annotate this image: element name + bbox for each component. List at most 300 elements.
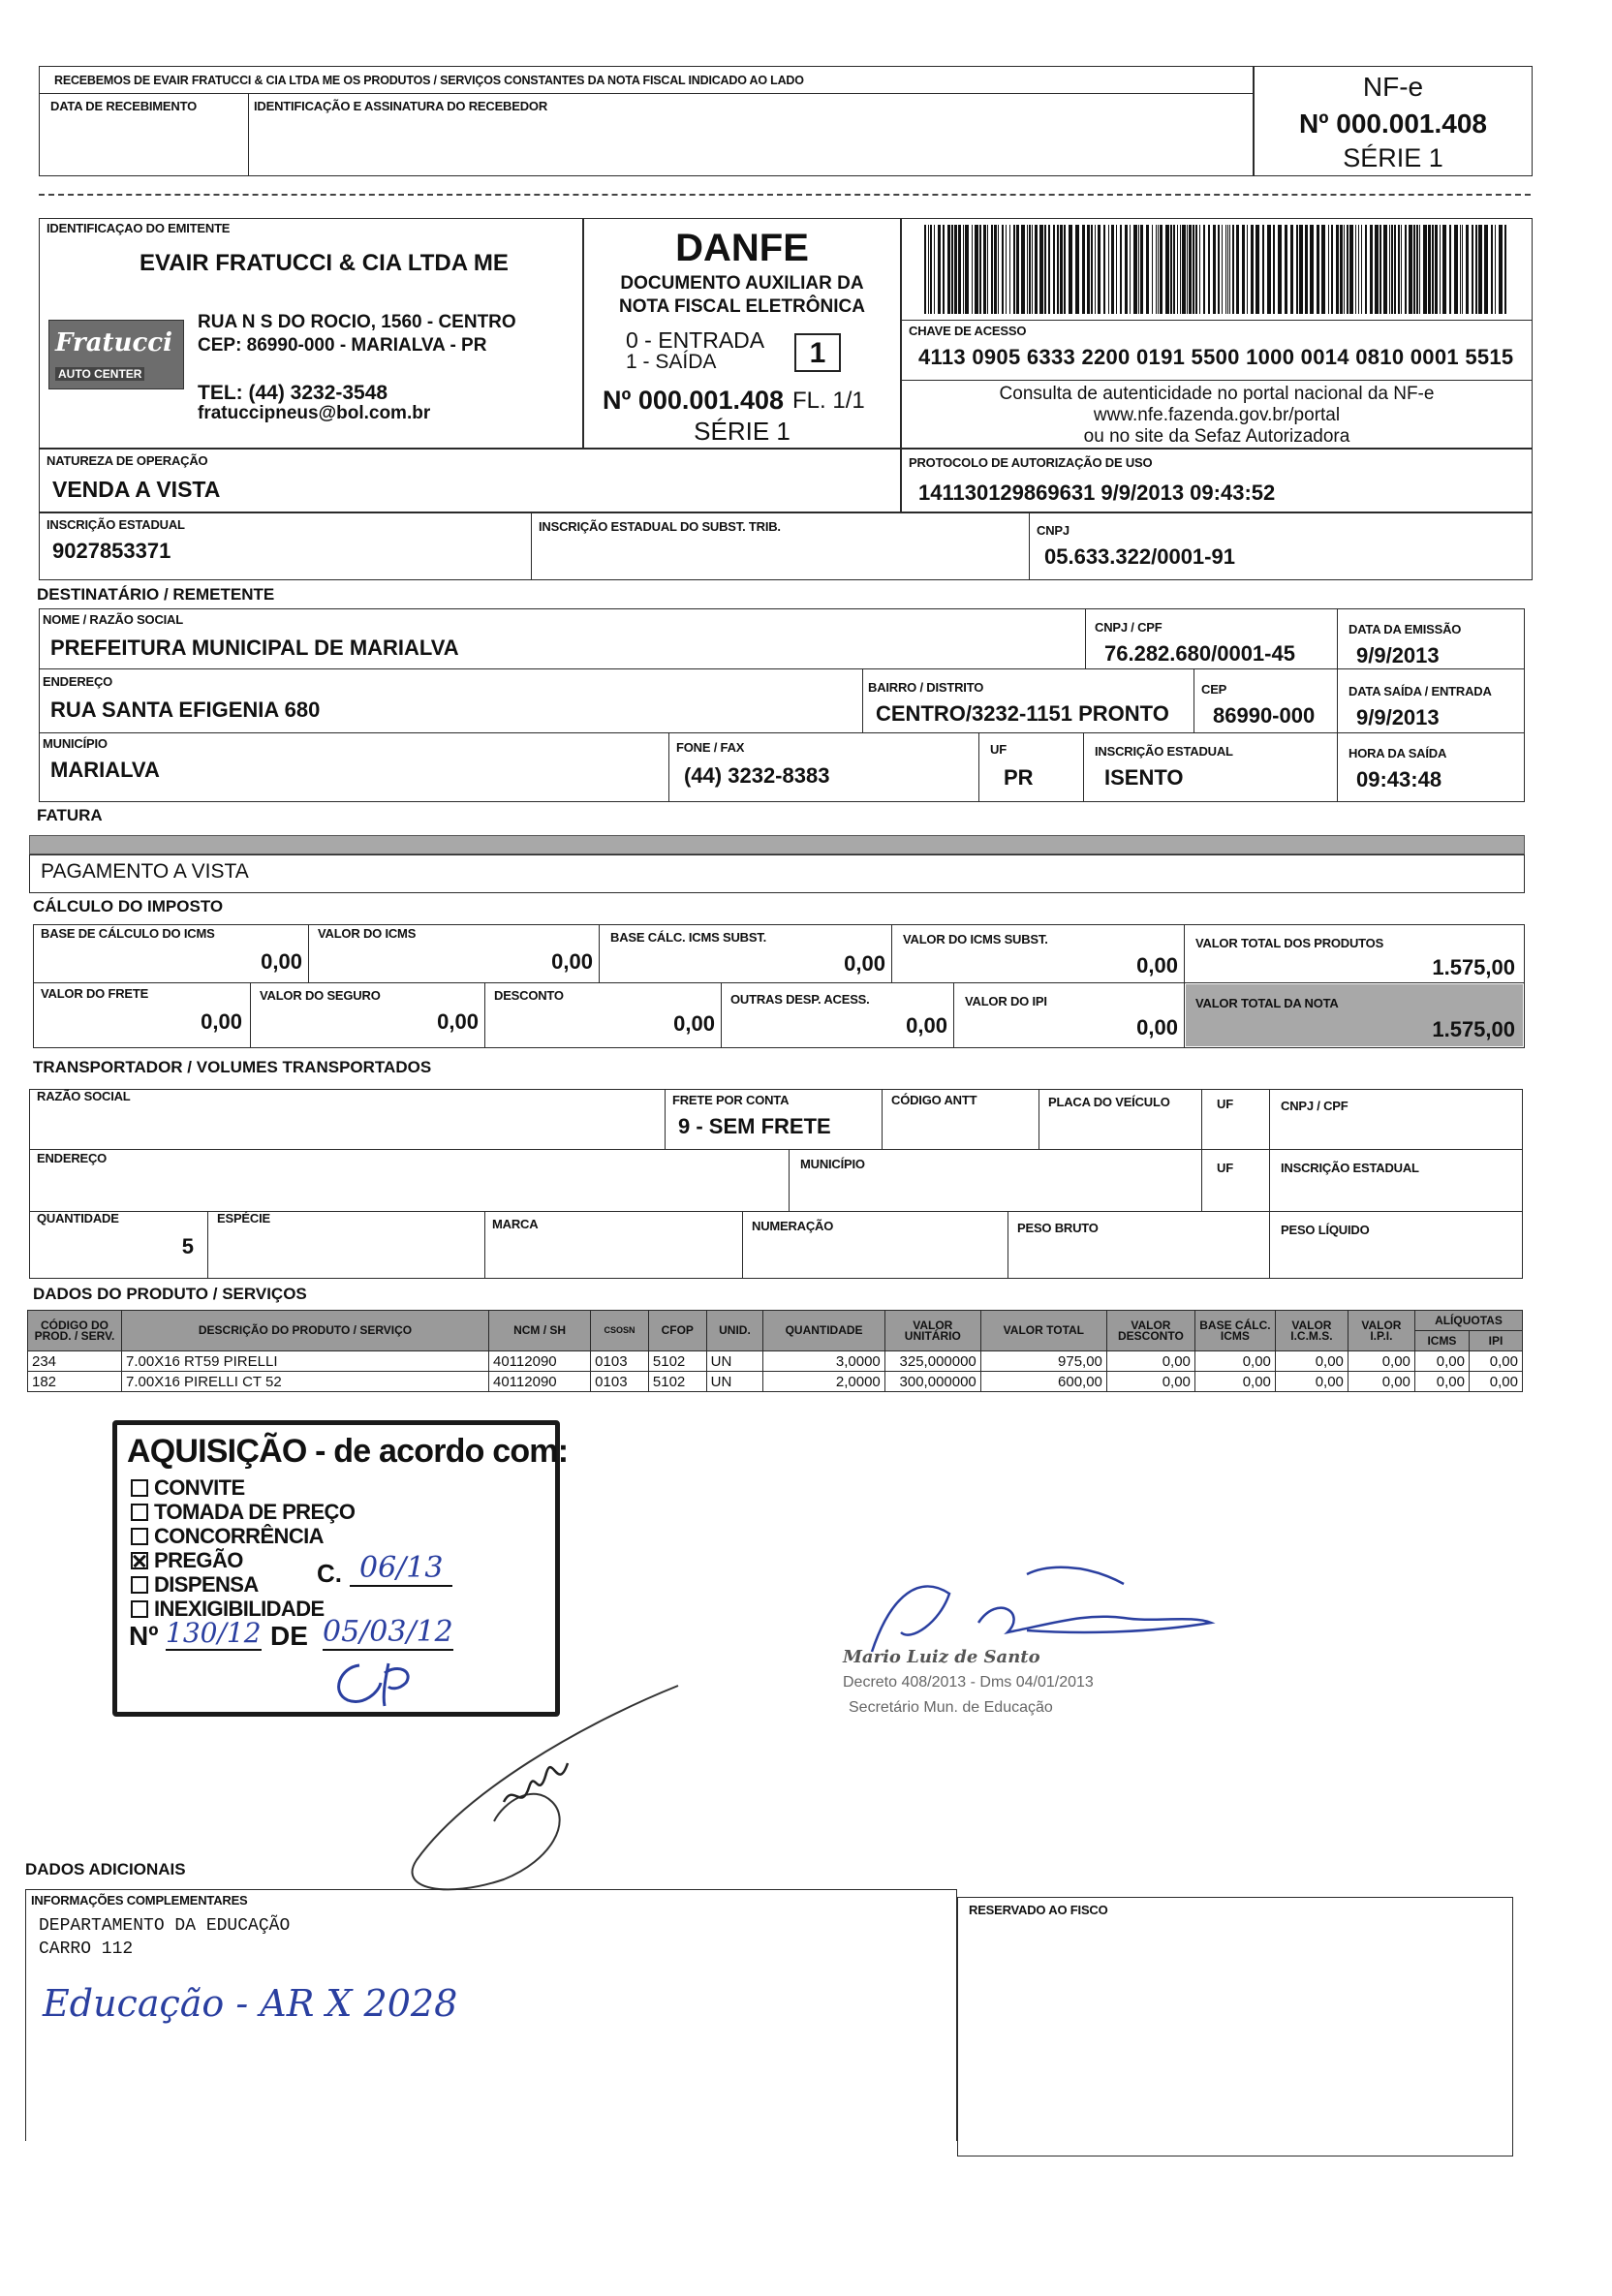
barcode-bar [1170, 225, 1172, 314]
dest-ie: ISENTO [1104, 765, 1184, 790]
dest-cnpj: 76.282.680/0001-45 [1104, 641, 1295, 666]
chave-label: CHAVE DE ACESSO [909, 324, 1027, 338]
barcode-bar [1203, 225, 1205, 314]
barcode-bar [1035, 225, 1038, 314]
dest-endereco-label: ENDEREÇO [43, 674, 113, 689]
trans-numeracao-label: NUMERAÇÃO [752, 1219, 834, 1233]
cell-aliq-icms: 0,00 [1414, 1351, 1469, 1372]
barcode-bar [1199, 225, 1200, 314]
dest-bairro: CENTRO/3232-1151 PRONTO [876, 701, 1169, 726]
cell-valor-icms: 0,00 [1275, 1351, 1348, 1372]
emitente-logo [48, 320, 184, 389]
barcode-bar [1053, 225, 1055, 314]
cell-valor-total: 975,00 [980, 1351, 1106, 1372]
barcode-bar [1416, 225, 1418, 314]
dest-fone: (44) 3232-8383 [684, 763, 830, 788]
cell-quantidade: 2,0000 [763, 1372, 884, 1392]
total-nota: 1.575,00 [1432, 1017, 1515, 1041]
trans-marca-label: MARCA [492, 1217, 539, 1231]
option-dispensa: DISPENSA [131, 1572, 355, 1597]
barcode-bar [1138, 225, 1139, 314]
barcode-bar [1247, 225, 1248, 314]
emitente-tel: TEL: (44) 3232-3548 [198, 382, 388, 404]
barcode [920, 225, 1513, 314]
barcode-bar [958, 225, 961, 314]
barcode-bar [934, 225, 935, 314]
danfe-serie: SÉRIE 1 [694, 417, 790, 446]
barcode-bar [1021, 225, 1025, 314]
barcode-bar [994, 225, 997, 314]
barcode-bar [1195, 225, 1197, 314]
col-valor-desconto: VALOR DESCONTO [1106, 1311, 1194, 1351]
base-icms-label: BASE DE CÁLCULO DO ICMS [41, 926, 215, 941]
col-valor-ipi: VALOR I.P.I. [1348, 1311, 1414, 1351]
stamp-n-label: Nº [129, 1621, 159, 1651]
barcode-bar [1222, 225, 1223, 314]
checkbox-icon [131, 1504, 148, 1521]
barcode-bar [1383, 225, 1387, 314]
barcode-bar [1355, 225, 1356, 314]
barcode-bar [1232, 225, 1234, 314]
barcode-bar [1375, 225, 1379, 314]
barcode-bar [1002, 225, 1004, 314]
barcode-bar [1158, 225, 1159, 314]
dest-municipio: MARIALVA [50, 758, 160, 782]
dest-ie-label: INSCRIÇÃO ESTADUAL [1095, 744, 1233, 759]
barcode-bar [1208, 225, 1210, 314]
imposto-section: CÁLCULO DO IMPOSTO [33, 897, 224, 915]
barcode-bar [1340, 225, 1343, 314]
danfe-folha: FL. 1/1 [792, 388, 865, 414]
barcode-bar [1006, 225, 1007, 314]
barcode-bar [1160, 225, 1162, 314]
barcode-bar [1111, 225, 1114, 314]
barcode-bar [1365, 225, 1367, 314]
barcode-bar [1069, 225, 1072, 314]
barcode-bar [1495, 225, 1496, 314]
cell-quantidade: 3,0000 [763, 1351, 884, 1372]
barcode-bar [1236, 225, 1239, 314]
barcode-bar [1278, 225, 1282, 314]
trans-endereco-label: ENDEREÇO [37, 1151, 108, 1165]
barcode-bar [1182, 225, 1186, 314]
ie-subst-label: INSCRIÇÃO ESTADUAL DO SUBST. TRIB. [539, 519, 781, 534]
barcode-bar [1305, 225, 1308, 314]
trans-razao-label: RAZÃO SOCIAL [37, 1089, 131, 1103]
cell-codigo: 182 [28, 1372, 122, 1392]
barcode-bar [1187, 225, 1188, 314]
valor-subst: 0,00 [1136, 953, 1178, 977]
consulta-line2: www.nfe.fazenda.gov.br/portal [1093, 405, 1341, 425]
danfe-entrada: 0 - ENTRADA [626, 327, 765, 353]
cell-valor-ipi: 0,00 [1348, 1351, 1414, 1372]
barcode-bar [1152, 225, 1153, 314]
barcode-bar [930, 225, 932, 314]
danfe-number: Nº 000.001.408 [603, 386, 785, 415]
barcode-bar [1328, 225, 1329, 314]
barcode-bar [1229, 225, 1230, 314]
col-cfop: CFOP [648, 1311, 706, 1351]
barcode-bar [1087, 225, 1090, 314]
protocolo-label: PROTOCOLO DE AUTORIZAÇÃO DE USO [909, 455, 1153, 470]
base-subst: 0,00 [844, 951, 885, 976]
barcode-bar [1130, 225, 1131, 314]
info-handwritten: Educação - AR X 2028 [43, 1982, 458, 2025]
barcode-bar [1193, 225, 1194, 314]
transportador-section: TRANSPORTADOR / VOLUMES TRANSPORTADOS [33, 1058, 432, 1076]
barcode-bar [1165, 225, 1169, 314]
barcode-bar [1103, 225, 1105, 314]
dest-saida-label: DATA SAÍDA / ENTRADA [1348, 684, 1492, 698]
trans-municipio-label: MUNICÍPIO [800, 1157, 865, 1171]
barcode-bar [1285, 225, 1287, 314]
barcode-bar [1267, 225, 1271, 314]
checkbox-icon [131, 1528, 148, 1545]
trans-antt-label: CÓDIGO ANTT [891, 1093, 977, 1107]
barcode-bar [972, 225, 973, 314]
cell-ncm: 40112090 [489, 1372, 591, 1392]
dest-nome: PREFEITURA MUNICIPAL DE MARIALVA [50, 636, 459, 660]
barcode-bar [1032, 225, 1033, 314]
dest-uf-label: UF [990, 742, 1007, 757]
canhoto-text: RECEBEMOS DE EVAIR FRATUCCI & CIA LTDA ME OS PRODUTOS / SERVIÇOS CONSTANTES DA NOTA FISCAL INDICADO AO LADO [54, 74, 804, 87]
col-valor-icms: VALOR I.C.M.S. [1275, 1311, 1348, 1351]
barcode-bar [1173, 225, 1175, 314]
checkbox-icon [131, 1479, 148, 1497]
stamp-de-label: DE [270, 1621, 308, 1651]
barcode-bar [1044, 225, 1046, 314]
barcode-bar [1218, 225, 1220, 314]
barcode-bar [1156, 225, 1157, 314]
trans-cnpj-label: CNPJ / CPF [1281, 1099, 1348, 1113]
cnpj-value: 05.633.322/0001-91 [1044, 544, 1235, 569]
cell-base-icms: 0,00 [1194, 1372, 1275, 1392]
inscricao-box [39, 512, 1533, 580]
barcode-bar [1140, 225, 1143, 314]
col-aliquotas: ALÍQUOTAS [1414, 1311, 1522, 1331]
barcode-bar [979, 225, 981, 314]
dest-emissao-label: DATA DA EMISSÃO [1348, 622, 1462, 636]
fisco-box [957, 1897, 1513, 2156]
stamp-n-value: 130/12 [166, 1617, 262, 1649]
barcode-bar [1331, 225, 1333, 314]
dest-endereco: RUA SANTA EFIGENIA 680 [50, 698, 321, 722]
dest-hora: 09:43:48 [1356, 767, 1442, 791]
barcode-bar [1064, 225, 1066, 314]
barcode-bar [1057, 225, 1059, 314]
col-unid: UNID. [706, 1311, 763, 1351]
fatura-box [29, 854, 1525, 893]
checkbox-icon [131, 1576, 148, 1594]
cell-valor-desconto: 0,00 [1106, 1351, 1194, 1372]
valor-subst-label: VALOR DO ICMS SUBST. [903, 932, 1048, 946]
dest-hora-label: HORA DA SAÍDA [1348, 746, 1447, 760]
fatura-section: FATURA [37, 806, 103, 824]
emitente-cep: CEP: 86990-000 - MARIALVA - PR [198, 335, 487, 356]
barcode-bar [1454, 225, 1458, 314]
dest-fone-label: FONE / FAX [676, 740, 745, 755]
barcode-bar [963, 225, 964, 314]
cell-codigo: 234 [28, 1351, 122, 1372]
barcode-bar [987, 225, 988, 314]
trans-uf2-label: UF [1217, 1161, 1233, 1175]
dest-saida: 9/9/2013 [1356, 705, 1440, 729]
barcode-bar [998, 225, 999, 314]
total-nota-label: VALOR TOTAL DA NOTA [1195, 996, 1339, 1010]
barcode-bar [1256, 225, 1259, 314]
danfe-title: DANFE [675, 227, 809, 269]
ipi: 0,00 [1136, 1015, 1178, 1039]
barcode-bar [943, 225, 945, 314]
cell-cfop: 5102 [648, 1351, 706, 1372]
barcode-bar [1398, 225, 1400, 314]
col-csosn: CSOSN [591, 1311, 649, 1351]
barcode-bar [1060, 225, 1063, 314]
cell-valor-unitario: 325,000000 [884, 1351, 980, 1372]
cell-valor-ipi: 0,00 [1348, 1372, 1414, 1392]
info-line1: DEPARTAMENTO DA EDUCAÇÃO [39, 1916, 291, 1936]
director-stamp-line3: Secretário Mun. de Educação [849, 1699, 1053, 1716]
barcode-bar [1389, 225, 1390, 314]
cell-valor-total: 600,00 [980, 1372, 1106, 1392]
seguro-label: VALOR DO SEGURO [260, 988, 381, 1003]
barcode-bar [1462, 225, 1463, 314]
info-label: INFORMAÇÕES COMPLEMENTARES [31, 1893, 248, 1908]
barcode-bar [1180, 225, 1181, 314]
barcode-bar [1419, 225, 1420, 314]
col-codigo: CÓDIGO DO PROD. / SERV. [28, 1311, 122, 1351]
barcode-bar [1432, 225, 1434, 314]
consulta-line3: ou no site da Sefaz Autorizadora [1083, 426, 1350, 447]
valor-icms-label: VALOR DO ICMS [318, 926, 417, 941]
ie-value: 9027853371 [52, 539, 171, 563]
option-convite: CONVITE [131, 1475, 355, 1500]
fatura-band [29, 835, 1525, 854]
cut-line [39, 194, 1531, 196]
valor-icms: 0,00 [551, 949, 593, 974]
produtos-header-row [28, 1311, 1523, 1331]
barcode-bar [947, 225, 950, 314]
barcode-bar [1423, 225, 1427, 314]
barcode-bar [975, 225, 978, 314]
barcode-bar [1133, 225, 1137, 314]
produtos-section: DADOS DO PRODUTO / SERVIÇOS [33, 1285, 307, 1303]
col-base-icms: BASE CÁLC. ICMS [1194, 1311, 1275, 1351]
cell-cfop: 5102 [648, 1372, 706, 1392]
stamp-title: AQUISIÇÃO - de acordo com: [127, 1433, 569, 1470]
ie-label: INSCRIÇÃO ESTADUAL [46, 517, 185, 532]
barcode-bar [954, 225, 957, 314]
barcode-bar [1472, 225, 1473, 314]
barcode-bar [1370, 225, 1373, 314]
consulta-line1: Consulta de autenticidade no portal nacional da NF-e [999, 384, 1435, 404]
cell-aliq-ipi: 0,00 [1469, 1351, 1522, 1372]
logo-text: Fratucci [55, 328, 172, 357]
barcode-bar [1177, 225, 1178, 314]
barcode-bar [1146, 225, 1149, 314]
ipi-label: VALOR DO IPI [965, 994, 1047, 1008]
natureza-value: VENDA A VISTA [52, 477, 221, 502]
barcode-bar [1029, 225, 1031, 314]
barcode-bar [938, 225, 941, 314]
barcode-bar [1125, 225, 1128, 314]
barcode-bar [1491, 225, 1493, 314]
barcode-bar [951, 225, 953, 314]
cell-base-icms: 0,00 [1194, 1351, 1275, 1372]
signature-scribble [388, 1666, 698, 1908]
emitente-label: IDENTIFICAÇAO DO EMITENTE [46, 221, 231, 235]
info-line2: CARRO 112 [39, 1939, 134, 1959]
col-aliq-ipi: IPI [1469, 1331, 1522, 1351]
barcode-bar [1435, 225, 1438, 314]
dest-cep-label: CEP [1201, 682, 1227, 697]
trans-quantidade: 5 [181, 1234, 194, 1258]
barcode-bar [1075, 225, 1079, 314]
barcode-bar [1296, 225, 1298, 314]
barcode-bar [1440, 225, 1441, 314]
barcode-bar [1013, 225, 1015, 314]
barcode-bar [1380, 225, 1381, 314]
trans-uf-label: UF [1217, 1097, 1233, 1111]
desconto: 0,00 [673, 1011, 715, 1036]
barcode-bar [1466, 225, 1469, 314]
logo-sub: AUTO CENTER [55, 367, 144, 381]
frete-label: VALOR DO FRETE [41, 986, 149, 1001]
barcode-bar [1504, 225, 1506, 314]
col-aliq-icms: ICMS [1414, 1331, 1469, 1351]
barcode-bar [1091, 225, 1093, 314]
danfe-subtitle2: NOTA FISCAL ELETRÔNICA [618, 296, 866, 317]
barcode-bar [965, 225, 969, 314]
barcode-bar [1317, 225, 1319, 314]
fisco-label: RESERVADO AO FISCO [969, 1903, 1108, 1917]
total-prod-label: VALOR TOTAL DOS PRODUTOS [1195, 936, 1384, 950]
trans-ie-label: INSCRIÇÃO ESTADUAL [1281, 1161, 1419, 1175]
barcode-bar [928, 225, 929, 314]
director-stamp-line1: Mario Luiz de Santo [843, 1647, 1040, 1667]
adicionais-section: DADOS ADICIONAIS [25, 1860, 186, 1878]
outras: 0,00 [906, 1013, 947, 1038]
table-row [28, 1351, 1523, 1372]
barcode-bar [1039, 225, 1043, 314]
canhoto-date-label: DATA DE RECEBIMENTO [50, 99, 198, 113]
option-pregao: PREGÃO [131, 1548, 355, 1572]
barcode-bar [1242, 225, 1245, 314]
option-tomada: TOMADA DE PREÇO [131, 1500, 355, 1524]
barcode-bar [1189, 225, 1192, 314]
dest-cep: 86990-000 [1213, 703, 1316, 728]
desconto-label: DESCONTO [494, 988, 564, 1003]
seguro: 0,00 [437, 1009, 479, 1034]
danfe-saida: 1 - SAÍDA [626, 351, 717, 373]
emitente-name: EVAIR FRATUCCI & CIA LTDA ME [140, 250, 509, 276]
barcode-bar [1413, 225, 1415, 314]
option-concorrencia: CONCORRÊNCIA [131, 1524, 355, 1548]
canhoto-serie: SÉRIE 1 [1343, 143, 1443, 172]
barcode-bar [1347, 225, 1348, 314]
barcode-bar [1299, 225, 1303, 314]
stamp-de-value: 05/03/12 [323, 1615, 453, 1649]
cnpj-label: CNPJ [1037, 523, 1070, 538]
barcode-bar [924, 225, 926, 314]
barcode-bar [1227, 225, 1228, 314]
barcode-bar [1082, 225, 1085, 314]
dest-municipio-label: MUNICÍPIO [43, 736, 108, 751]
stamp-c-value: 06/13 [350, 1551, 452, 1587]
barcode-bar [1290, 225, 1293, 314]
barcode-bar [1499, 225, 1503, 314]
barcode-bar [1095, 225, 1096, 314]
destinatario-section: DESTINATÁRIO / REMETENTE [37, 585, 275, 604]
col-descricao: DESCRIÇÃO DO PRODUTO / SERVIÇO [122, 1311, 489, 1351]
barcode-bar [1349, 225, 1353, 314]
director-stamp-line2: Decreto 408/2013 - Dms 04/01/2013 [843, 1674, 1094, 1691]
frete: 0,00 [201, 1009, 242, 1034]
natureza-label: NATUREZA DE OPERAÇÃO [46, 453, 208, 468]
barcode-bar [1251, 225, 1254, 314]
cell-valor-icms: 0,00 [1275, 1372, 1348, 1392]
barcode-bar [1478, 225, 1482, 314]
chave-value: 4113 0905 6333 2200 0191 5500 1000 0014 0810 0001 5515 [918, 345, 1514, 369]
checked-checkbox-icon [131, 1552, 148, 1569]
barcode-bar [1120, 225, 1122, 314]
dest-bairro-label: BAIRRO / DISTRITO [868, 680, 984, 695]
barcode-bar [1475, 225, 1477, 314]
cell-csosn: 0103 [591, 1372, 649, 1392]
trans-especie-label: ESPÉCIE [217, 1211, 270, 1226]
cell-descricao: 7.00X16 RT59 PIRELLI [122, 1351, 489, 1372]
canhoto-id-label: IDENTIFICAÇÃO E ASSINATURA DO RECEBEDOR [254, 99, 548, 113]
barcode-bar [1116, 225, 1117, 314]
barcode-bar [1321, 225, 1325, 314]
trans-bruto-label: PESO BRUTO [1017, 1221, 1099, 1235]
barcode-bar [1213, 225, 1216, 314]
produtos-table [27, 1310, 1523, 1392]
stamp-c-label: C. [317, 1559, 342, 1588]
stamp-options [131, 1475, 355, 1621]
cell-valor-desconto: 0,00 [1106, 1372, 1194, 1392]
barcode-bar [1262, 225, 1264, 314]
trans-quantidade-label: QUANTIDADE [37, 1211, 119, 1226]
dest-emissao: 9/9/2013 [1356, 643, 1440, 667]
canhoto-nfe-label: NF-e [1362, 72, 1424, 102]
barcode-bar [1273, 225, 1275, 314]
barcode-bar [1442, 225, 1446, 314]
trans-frete-label: FRETE POR CONTA [672, 1093, 790, 1107]
barcode-bar [1009, 225, 1010, 314]
barcode-bar [1401, 225, 1402, 314]
emitente-email: fratuccipneus@bol.com.br [198, 403, 431, 423]
fatura-value: PAGAMENTO A VISTA [41, 860, 249, 883]
danfe-subtitle1: DOCUMENTO AUXILIAR DA [620, 273, 864, 294]
barcode-bar [983, 225, 986, 314]
barcode-bar [1344, 225, 1345, 314]
barcode-bar [1428, 225, 1431, 314]
barcode-bar [1394, 225, 1396, 314]
barcode-bar [1108, 225, 1109, 314]
base-subst-label: BASE CÁLC. ICMS SUBST. [610, 930, 767, 945]
barcode-bar [991, 225, 993, 314]
trans-frete: 9 - SEM FRETE [678, 1114, 831, 1138]
barcode-bar [1449, 225, 1451, 314]
barcode-bar [1016, 225, 1019, 314]
col-valor-unitario: VALOR UNITÁRIO [884, 1311, 980, 1351]
barcode-bar [1027, 225, 1028, 314]
base-icms: 0,00 [261, 949, 302, 974]
cell-csosn: 0103 [591, 1351, 649, 1372]
cell-aliq-icms: 0,00 [1414, 1372, 1469, 1392]
barcode-bar [1225, 225, 1226, 314]
